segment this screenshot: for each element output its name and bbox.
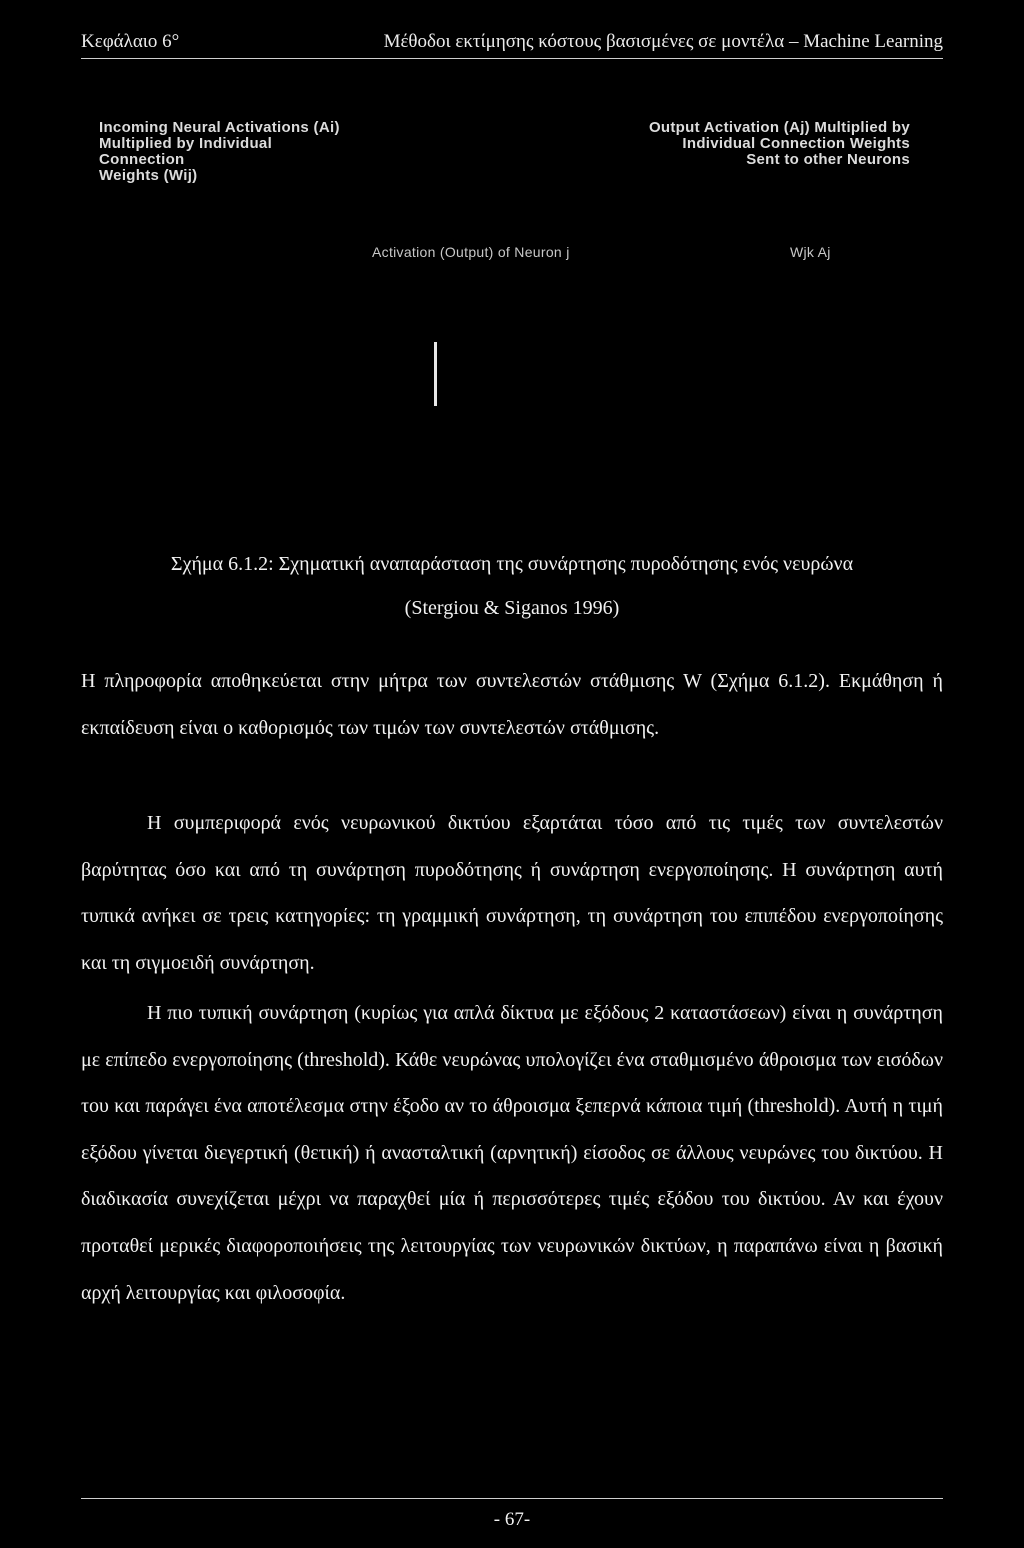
body-paragraph-3: Η πιο τυπική συνάρτηση (κυρίως για απλά δίκτυα με εξόδους 2 καταστάσεων) είναι η συνάρτηση με επίπεδο ενεργοποίησης (threshold). Κάθε νευρώνας υπολογίζει ένα σταθμισμένο άθροισμα των εισόδων του και παράγει ένα αποτέλεσμα στην έξοδο αν το άθροισμα ξεπερνά κάποια τιμή (threshold). Αυτή η τιμή εξόδου γίνεται διεγερτική (θετική) ή ανασταλτική (αρνητική) είσοδος σε άλλους νευρώνες του δικτύου. Η διαδικασία συνεχίζεται μέχρι να παραχθεί μία ή περισσότερες τιμές εξόδου του δικτύου. Αν και έχουν προταθεί μερικές διαφοροποιήσεις της λειτουργίας των νευρωνικών δικτύων, η παραπάνω είναι η βασική αρχή λειτουργίας και φιλοσοφία. [81, 1002, 943, 1304]
header-divider [81, 58, 943, 59]
figure-output-label [570, 120, 910, 168]
figure-activation-label: Activation (Output) of Neuron j [372, 244, 570, 260]
body-paragraph-2: Η συμπεριφορά ενός νευρωνικού δικτύου εξαρτάται τόσο από τις τιμές των συντελεστών βαρύτητας όσο και από τη συνάρτηση πυροδότησης ή συνάρτηση ενεργοποίησης. Η συνάρτηση αυτή τυπικά ανήκει σε τρεις κατηγορίες: τη γραμμική συνάρτηση, τη συνάρτηση του επιπέδου ενεργοποίησης και τη σιγμοειδή συνάρτηση. [81, 812, 943, 974]
footer-divider [81, 1498, 943, 1499]
figure-output-line: Individual Connection Weights [682, 135, 910, 152]
running-title: Μέθοδοι εκτίμησης κόστους βασισμένες σε μοντέλα – Machine Learning [383, 31, 943, 52]
figure-caption: Σχήμα 6.1.2: Σχηματική αναπαράσταση της συνάρτησης πυροδότησης ενός νευρώνα [170, 553, 854, 575]
figure-output-line: Output Activation (Aj) Multiplied by [648, 119, 910, 136]
figure-neuron-line [434, 342, 437, 406]
figure-citation: (Stergiou & Siganos 1996) [404, 597, 620, 619]
figure-input-line: Multiplied by Individual [99, 135, 273, 152]
figure-output-line: Sent to other Neurons [746, 151, 910, 168]
chapter-label: Κεφάλαιο 6° [81, 31, 180, 52]
figure-input-line: Connection [99, 151, 185, 168]
figure-formula-label: Wjk Aj [790, 244, 831, 260]
page-number: - 67- [493, 1509, 531, 1530]
figure-input-line: Weights (Wij) [99, 167, 198, 184]
figure-input-label [99, 120, 399, 184]
figure-input-line: Incoming Neural Activations (Ai) [99, 119, 340, 136]
page-header [81, 30, 943, 54]
body-paragraph-1: Η πληροφορία αποθηκεύεται στην μήτρα των συντελεστών στάθμισης W (Σχήμα 6.1.2). Εκμάθηση ή εκπαίδευση είναι ο καθορισμός των τιμών των συντελεστών στάθμισης. [81, 670, 943, 739]
